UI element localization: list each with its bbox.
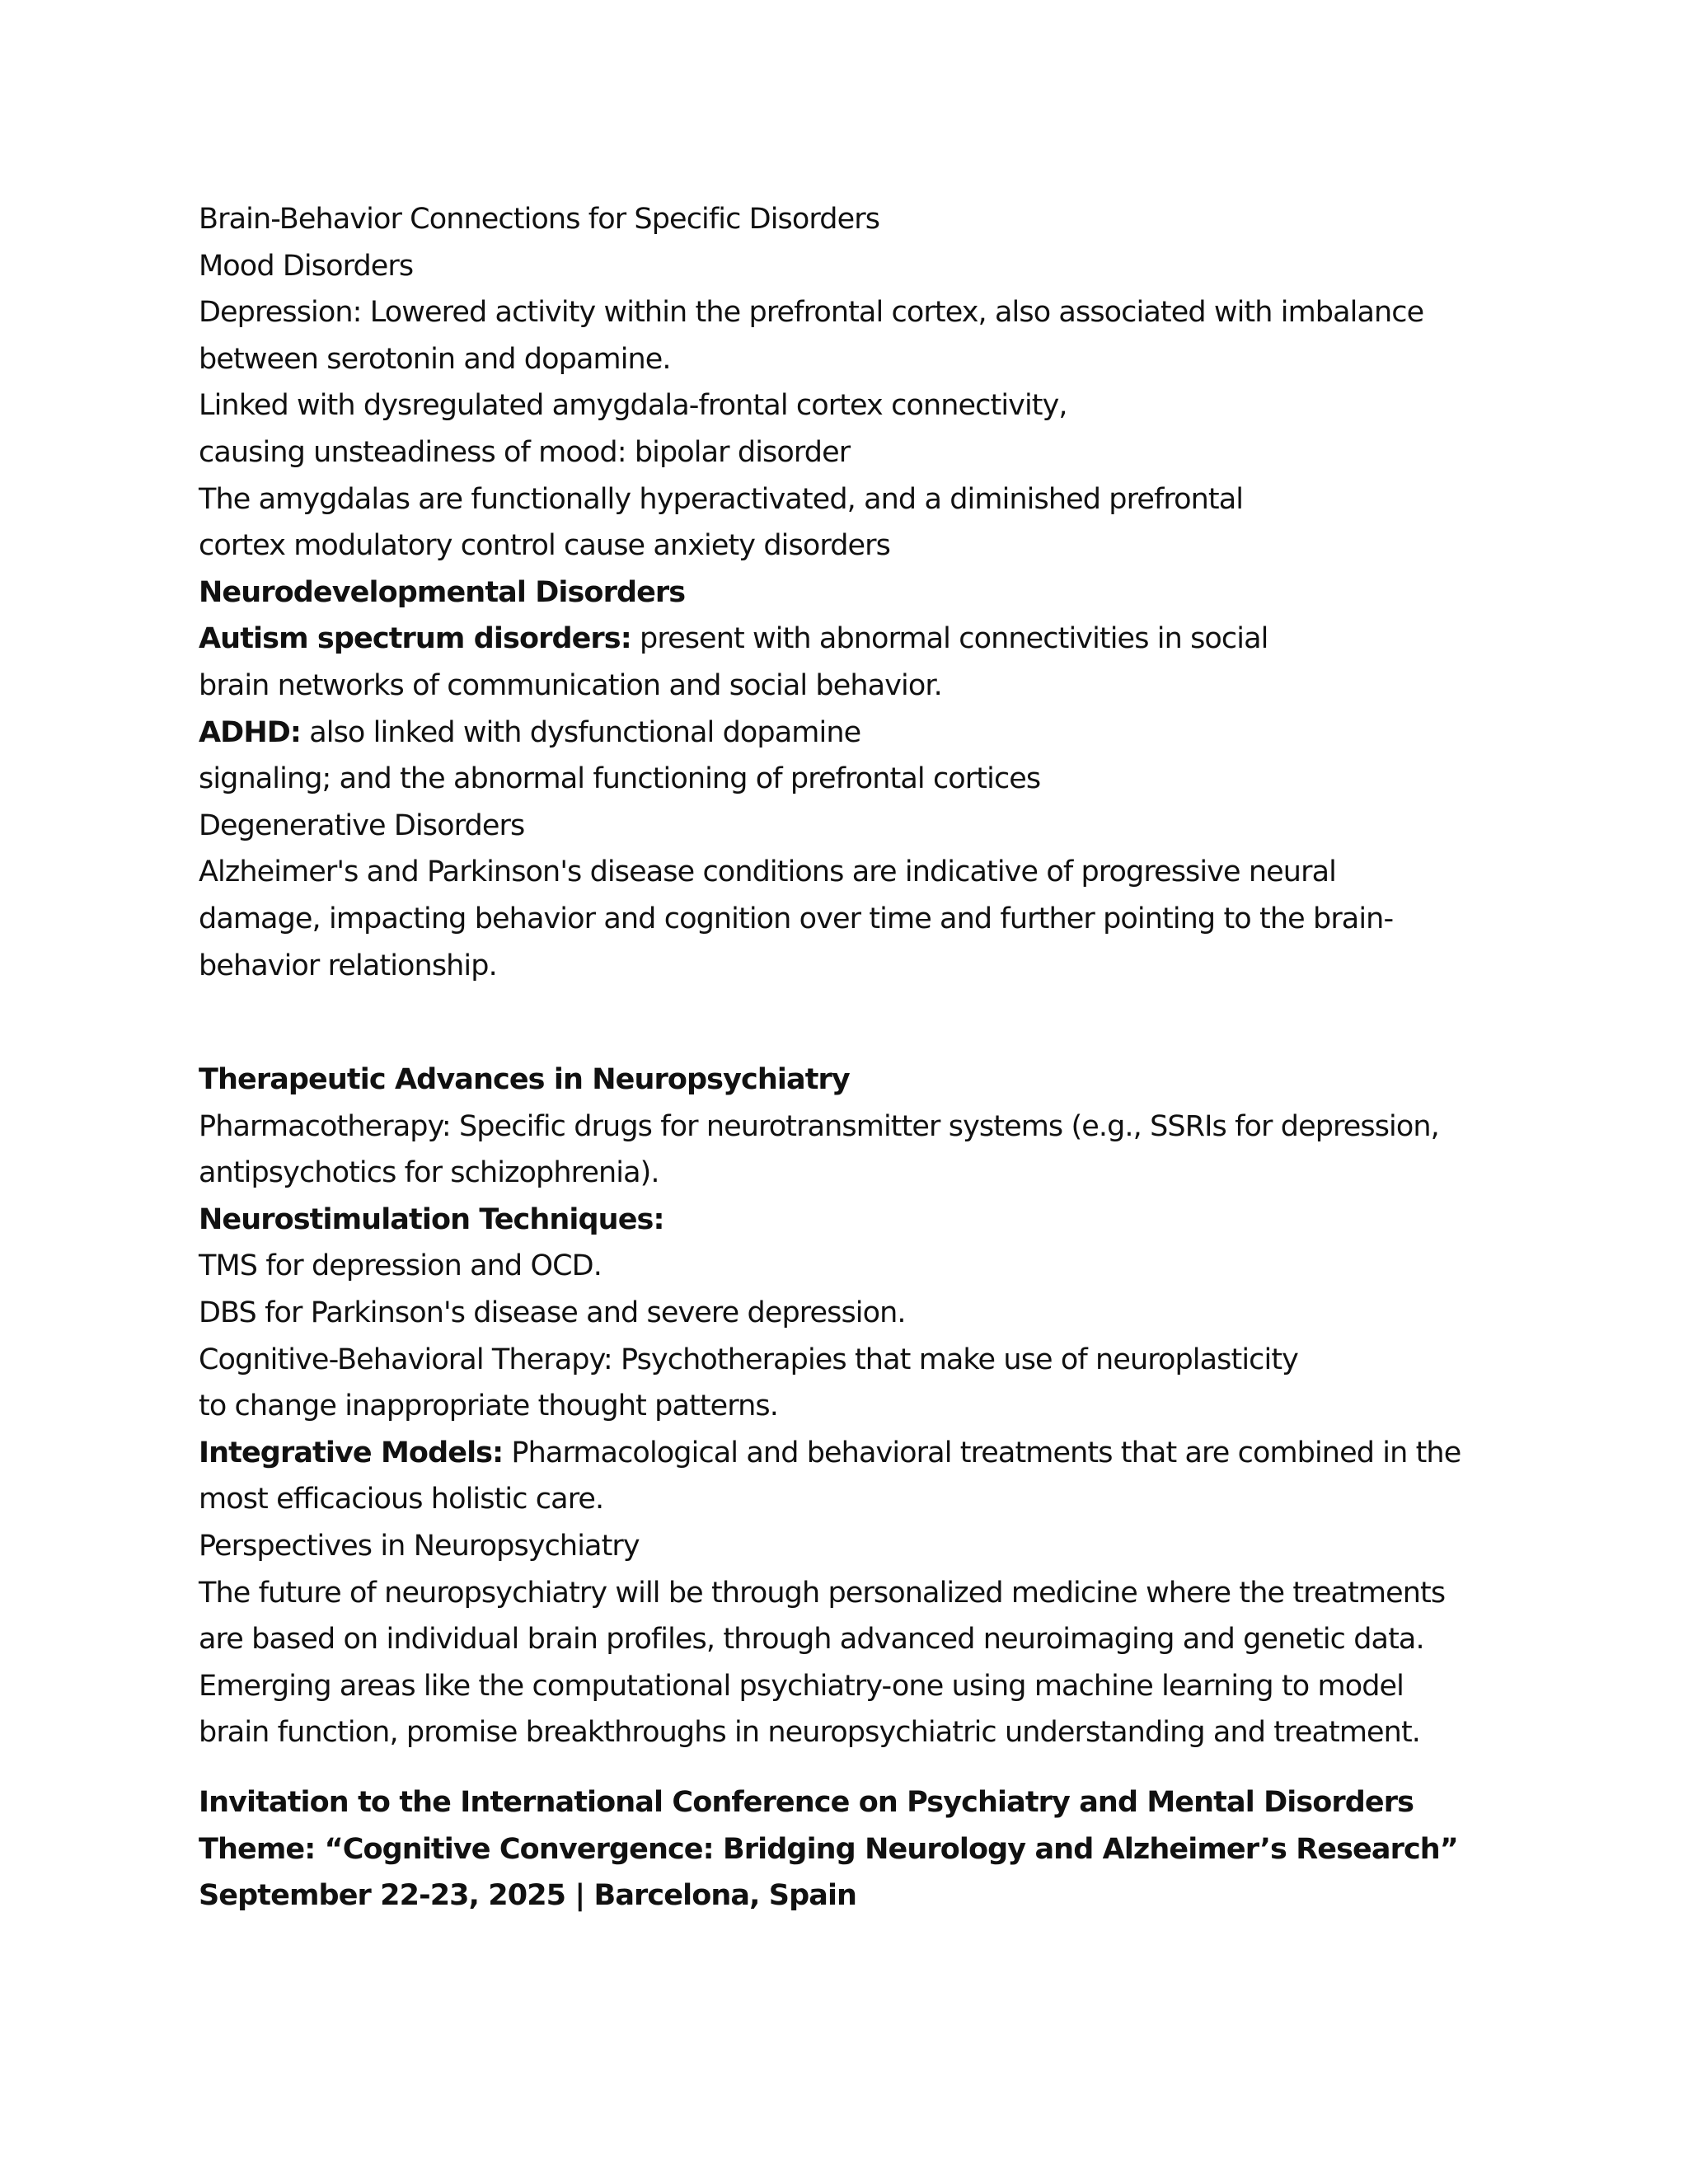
section-spacer [199,989,1534,1057]
bipolar-line-1: Linked with dysregulated amygdala-frontal cortex connectivity, [199,389,1067,423]
cbt-line-1: Cognitive-Behavioral Therapy: Psychotherapies that make use of neuroplasticity [199,1343,1298,1376]
cbt-line-2: to change inappropriate thought patterns. [199,1390,778,1423]
document-body [199,196,1534,1919]
depression-line-1: Depression: Lowered activity within the prefrontal cortex, also associated with imbalance [199,296,1424,330]
section-heading-brain-behavior: Brain-Behavior Connections for Specific Disorders [199,203,880,236]
autism-line-2: brain networks of communication and social behavior. [199,668,942,702]
subheading-neurodevelopmental: Neurodevelopmental Disorders [199,575,686,609]
integrative-text: Pharmacological and behavioral treatments that are combined in the [503,1436,1461,1469]
subheading-neurostimulation: Neurostimulation Techniques: [199,1202,664,1236]
adhd-line-1 [199,710,1534,757]
autism-line-1 [199,616,1534,663]
section-heading-therapeutic: Therapeutic Advances in Neuropsychiatry [199,1063,850,1097]
invitation-theme: Theme: “Cognitive Convergence: Bridging Neurology and Alzheimer’s Research” [199,1832,1458,1866]
tms-line: TMS for depression and OCD. [199,1249,602,1283]
bipolar-line-2: causing unsteadiness of mood: bipolar disorder [199,435,851,469]
dbs-line: DBS for Parkinson's disease and severe depression. [199,1296,906,1330]
perspectives-line-1: The future of neuropsychiatry will be through personalized medicine where the treatments [199,1576,1446,1610]
perspectives-line-4: brain function, promise breakthroughs in neuropsychiatric understanding and treatment. [199,1716,1421,1750]
subheading-degenerative: Degenerative Disorders [199,808,525,842]
integrative-line-2: most efficacious holistic care. [199,1483,604,1516]
anxiety-line-2: cortex modulatory control cause anxiety disorders [199,529,890,563]
degenerative-line-2: damage, impacting behavior and cognition over time and further pointing to the brain- [199,902,1394,935]
perspectives-line-2: are based on individual brain profiles, through advanced neuroimaging and genetic data. [199,1623,1424,1657]
pharmacotherapy-line-1: Pharmacotherapy: Specific drugs for neurotransmitter systems (e.g., SSRIs for depression, [199,1109,1439,1143]
autism-label: Autism spectrum disorders: [199,622,631,656]
adhd-label: ADHD: [199,715,301,749]
invitation-spacer [199,1756,1534,1779]
autism-text: present with abnormal connectivities in social [631,622,1268,656]
adhd-text: also linked with dysfunctional dopamine [300,715,861,749]
depression-line-2: between serotonin and dopamine. [199,342,671,376]
subheading-mood-disorders: Mood Disorders [199,249,414,283]
degenerative-line-1: Alzheimer's and Parkinson's disease conditions are indicative of progressive neural [199,855,1336,889]
subheading-perspectives: Perspectives in Neuropsychiatry [199,1530,640,1563]
anxiety-line-1: The amygdalas are functionally hyperactivated, and a diminished prefrontal [199,482,1244,516]
integrative-label: Integrative Models: [199,1436,504,1469]
integrative-line-1 [199,1430,1534,1477]
perspectives-line-3: Emerging areas like the computational psychiatry-one using machine learning to model [199,1669,1404,1703]
adhd-line-2: signaling; and the abnormal functioning of prefrontal cortices [199,762,1041,796]
pharmacotherapy-line-2: antipsychotics for schizophrenia). [199,1156,659,1190]
invitation-title: Invitation to the International Conference on Psychiatry and Mental Disorders [199,1786,1414,1819]
invitation-date-location: September 22-23, 2025 | Barcelona, Spain [199,1879,857,1913]
degenerative-line-3: behavior relationship. [199,949,497,982]
